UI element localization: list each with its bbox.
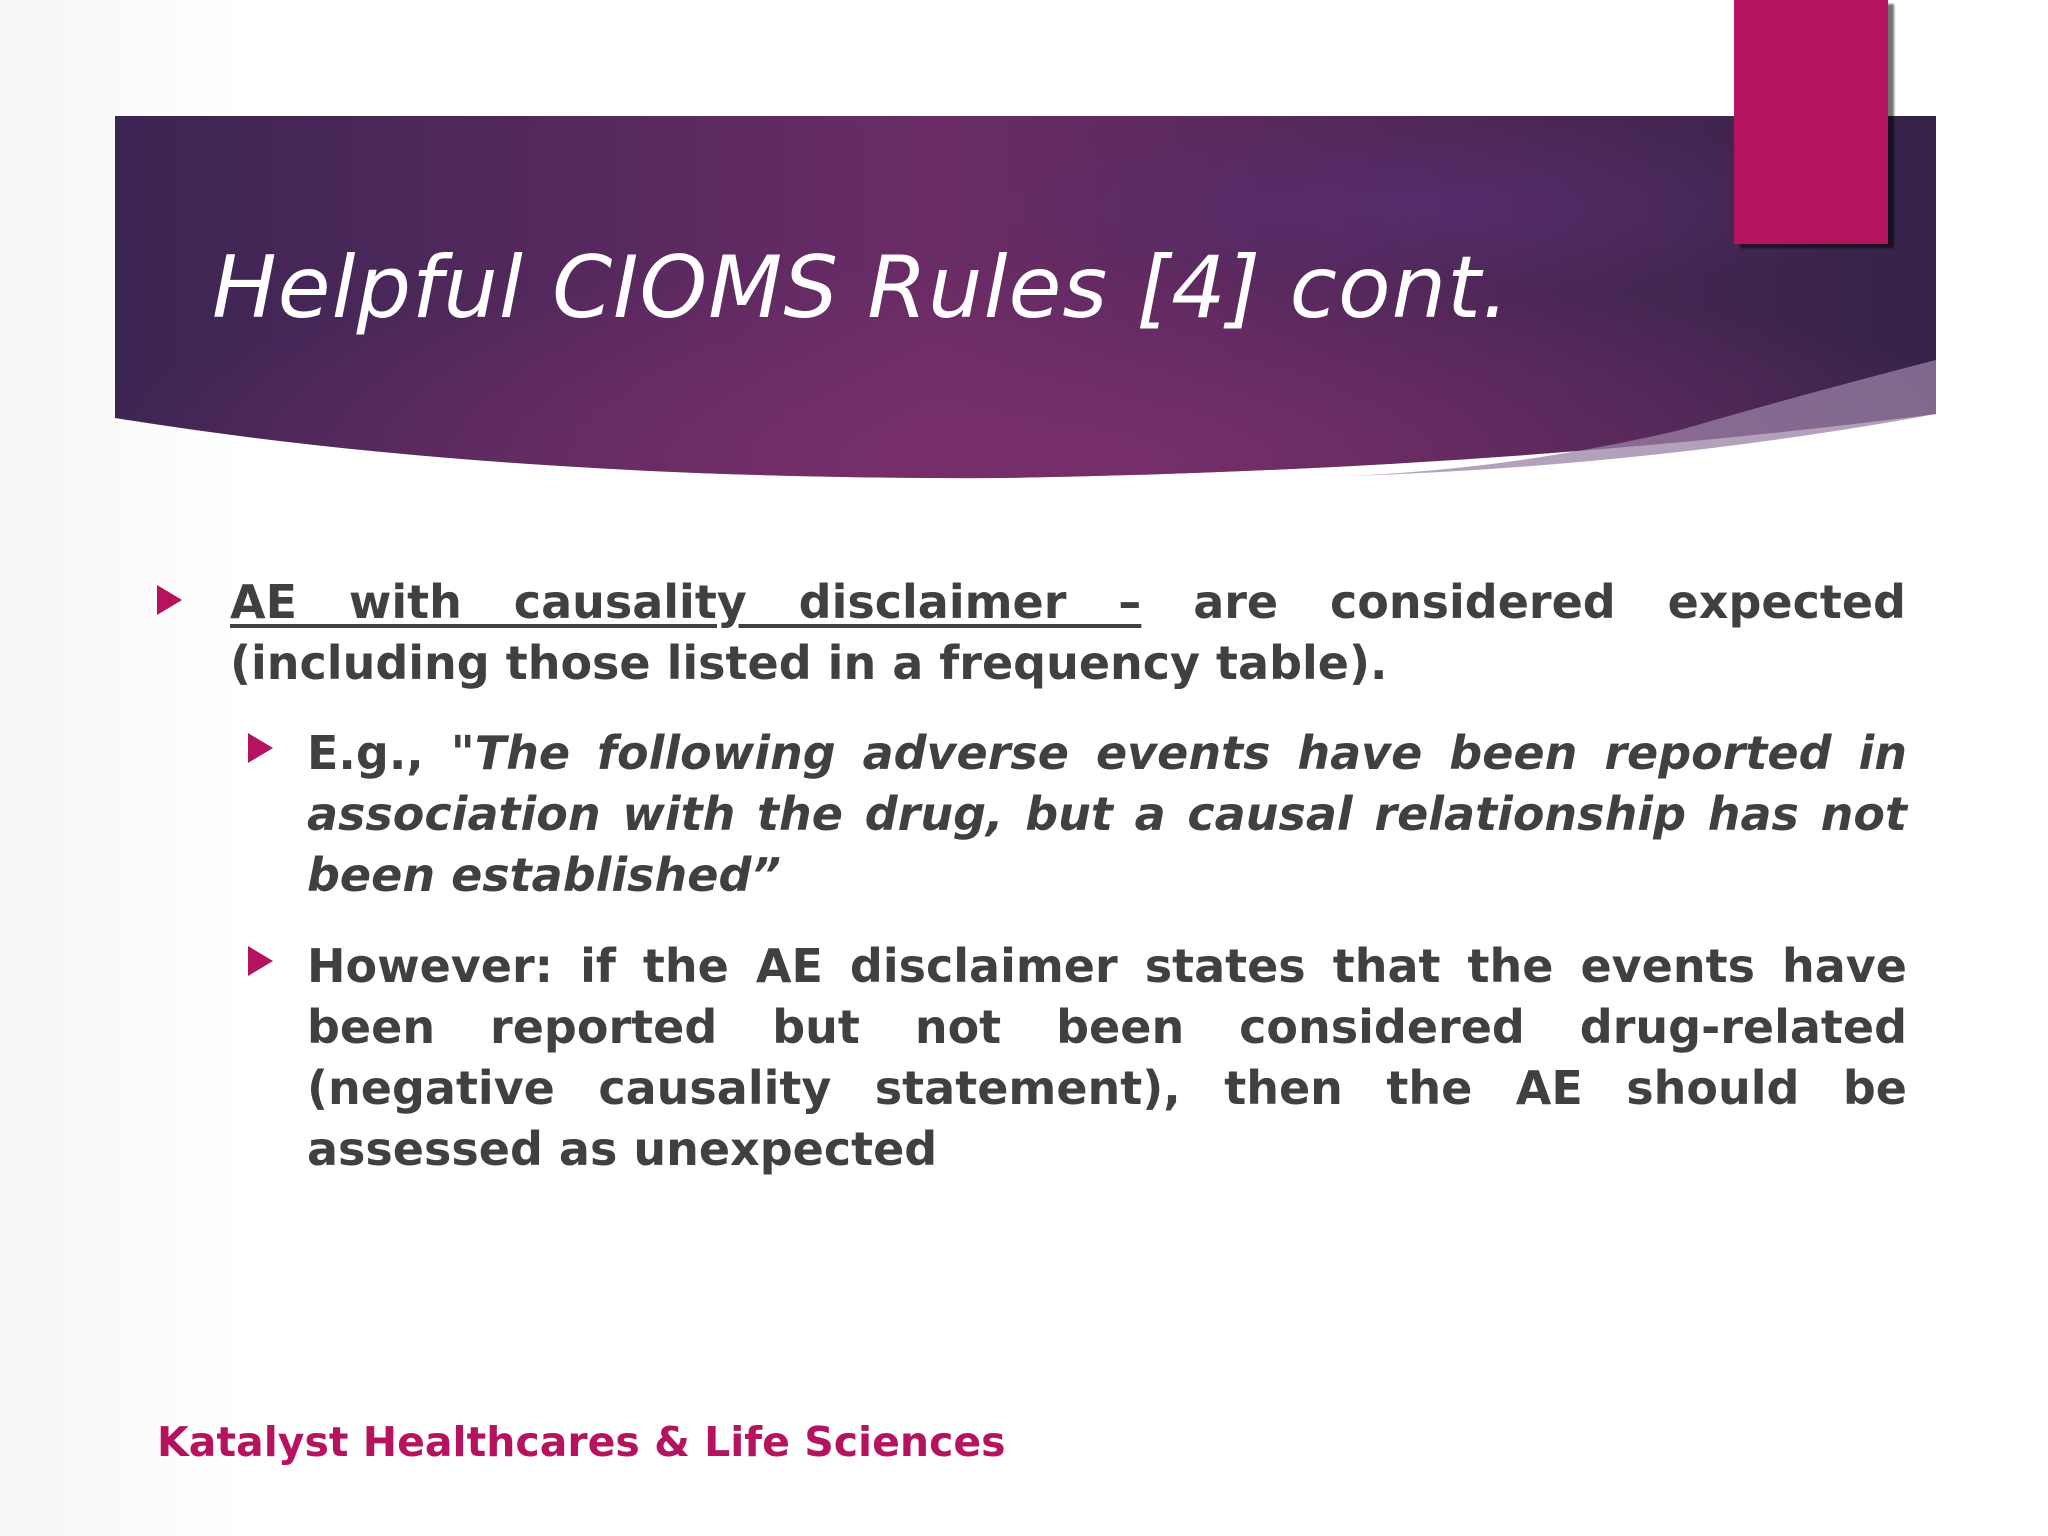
triangle-right-icon xyxy=(248,733,273,763)
sub-bullet-lead: E.g., xyxy=(307,726,424,780)
accent-tab xyxy=(1734,0,1888,244)
triangle-right-icon xyxy=(248,946,273,976)
bullet-text xyxy=(230,572,1906,694)
triangle-right-icon xyxy=(157,585,182,615)
bullet-body: are considered expected (including those listed in a frequency table). xyxy=(230,575,1906,690)
sub-bullet-quote: "The following adverse events have been reported in association with the drug, but a causal relationship has not been established” xyxy=(307,726,1907,902)
footer-company: Katalyst Healthcares & Life Sciences xyxy=(157,1418,1006,1466)
slide-title: Helpful CIOMS Rules [4] cont. xyxy=(212,238,1511,338)
sub-bullet-however: However: if the AE disclaimer states that the events have been reported but not been considered drug-related (negative causality statement), then the AE should be assessed as unexpected xyxy=(307,939,1907,1176)
sub-bullet-example xyxy=(307,723,1907,906)
bullet-lead-underlined: AE with causality disclaimer – xyxy=(230,575,1142,629)
